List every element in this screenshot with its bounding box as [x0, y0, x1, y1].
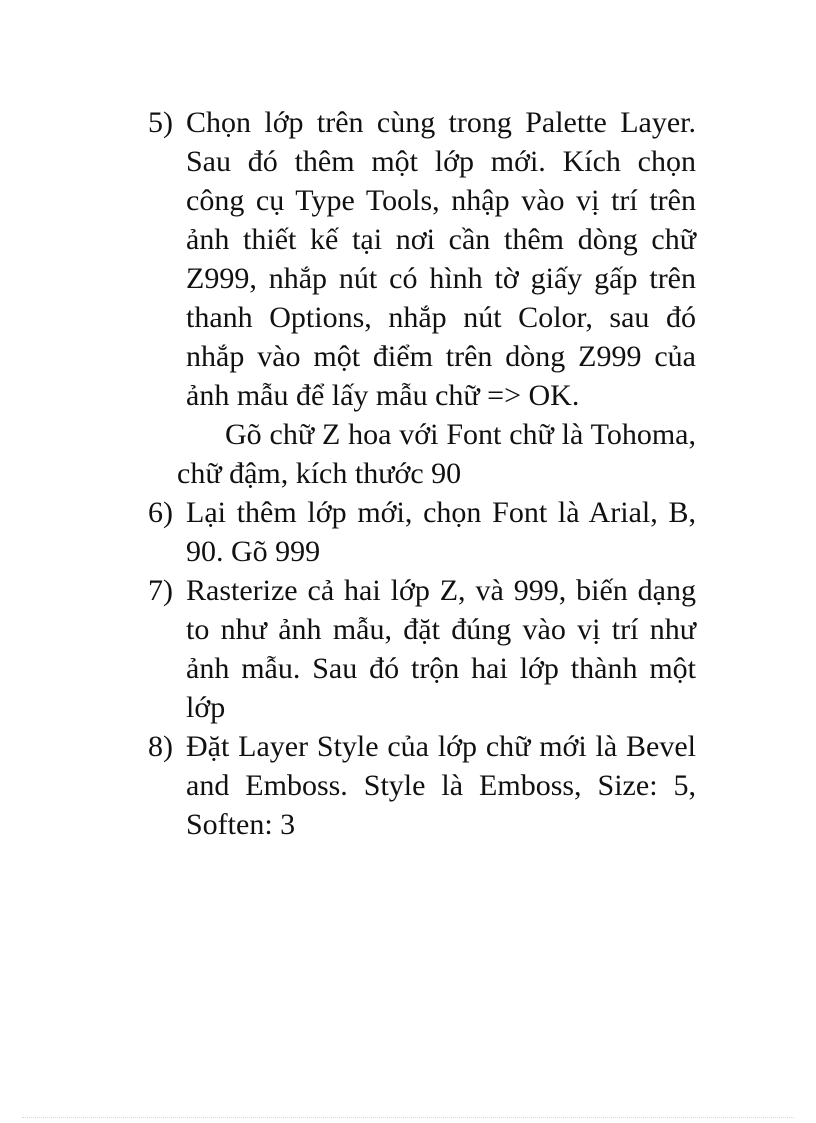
step-number: 5)	[148, 106, 173, 139]
step-number: 6)	[148, 496, 173, 529]
step-5-note: Gõ chữ Z hoa với Font chữ là Tohoma, chữ đậm, kích thước 90	[177, 418, 696, 490]
step-5	[148, 103, 696, 415]
page-bottom-divider	[22, 1117, 794, 1118]
step-8	[148, 727, 696, 844]
step-6	[148, 493, 696, 571]
instruction-list	[148, 103, 696, 844]
step-text: Đặt Layer Style của lớp chữ mới là Bevel and Emboss. Style là Emboss, Size: 5, Soften: 3	[186, 730, 696, 841]
step-number: 7)	[148, 574, 173, 607]
step-text: Rasterize cả hai lớp Z, và 999, biến dạng to như ảnh mẫu, đặt đúng vào vị trí như ảnh mẫu. Sau đó trộn hai lớp thành một lớp	[186, 574, 696, 724]
step-text: Lại thêm lớp mới, chọn Font là Arial, B, 90. Gõ 999	[186, 496, 696, 568]
step-text: Chọn lớp trên cùng trong Palette Layer. Sau đó thêm một lớp mới. Kích chọn công cụ Type Tools, nhập vào vị trí trên ảnh thiết kế tại nơi cần thêm dòng chữ Z999, nhắp nút có hình tờ giấy gấp trên thanh Options, nhắp nút Color, sau đó nhắp vào một điểm trên dòng Z999 của ảnh mẫu để lấy mẫu chữ => OK.	[186, 106, 696, 412]
step-7	[148, 571, 696, 727]
step-number: 8)	[148, 730, 173, 763]
